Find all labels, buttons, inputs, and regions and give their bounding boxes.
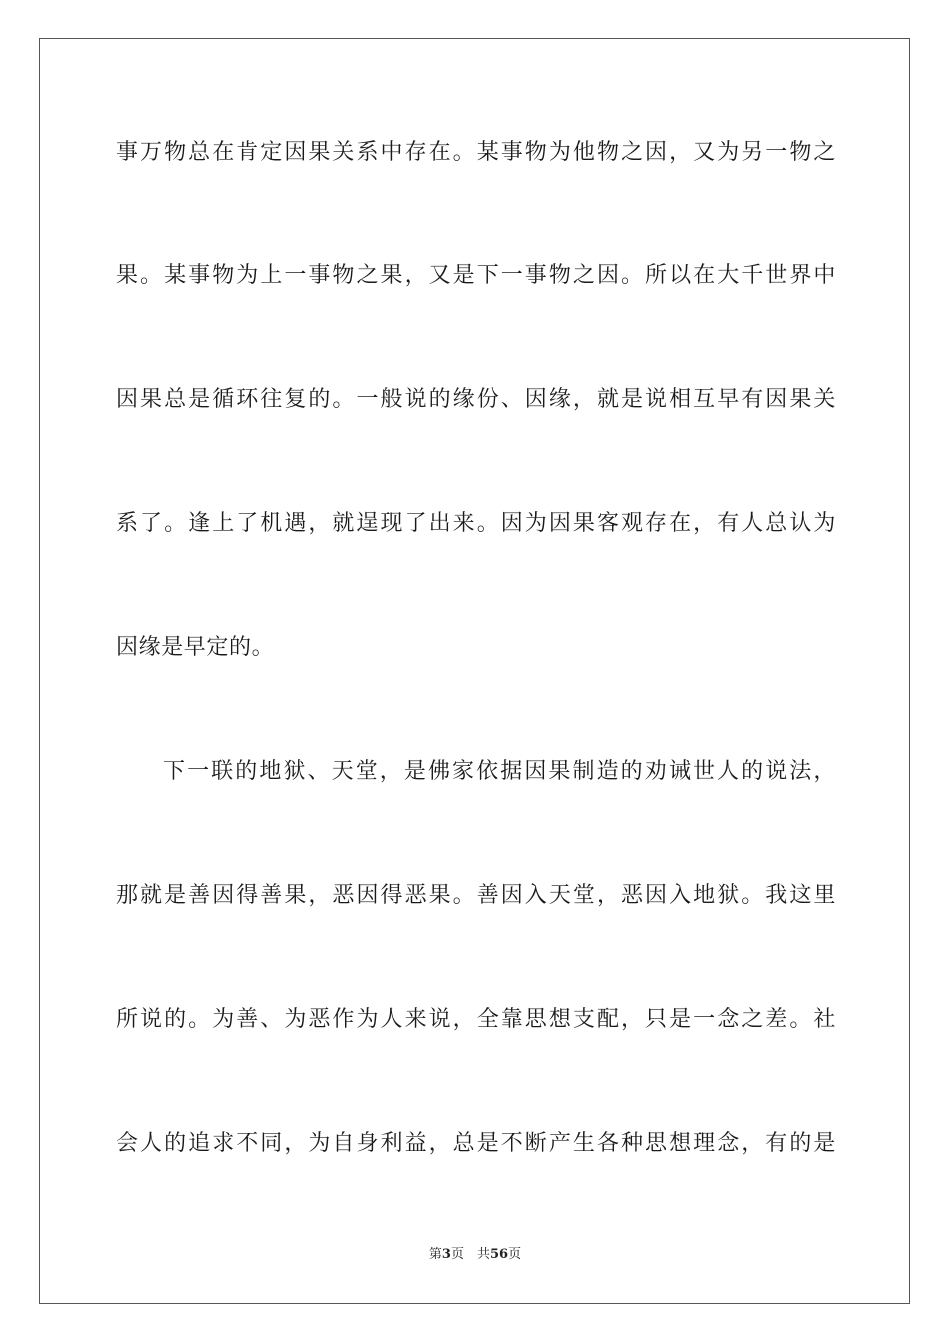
footer-suffix: 页 bbox=[508, 1247, 522, 1262]
current-page-number: 3 bbox=[441, 1247, 451, 1262]
body-text-line: 因缘是早定的。 bbox=[116, 635, 275, 660]
body-text-line: 果。某事物为上一事物之果，又是下一事物之因。所以在大千世界中 bbox=[116, 263, 836, 288]
body-text-line: 那就是善因得善果，恶因得恶果。善因入天堂，恶因入地狱。我这里 bbox=[116, 883, 836, 908]
body-text-line: 会人的追求不同，为自身利益，总是不断产生各种思想理念，有的是 bbox=[116, 1131, 836, 1156]
footer-middle: 页 共 bbox=[450, 1247, 490, 1262]
body-text-line: 因果总是循环往复的。一般说的缘份、因缘，就是说相互早有因果关 bbox=[116, 387, 836, 412]
footer-prefix: 第 bbox=[428, 1247, 442, 1262]
body-text-line: 系了。逢上了机遇，就逞现了出来。因为因果客观存在，有人总认为 bbox=[116, 511, 836, 536]
body-text-line: 事万物总在肯定因果关系中存在。某事物为他物之因，又为另一物之 bbox=[116, 140, 836, 165]
page-border bbox=[39, 38, 910, 1304]
page-number-footer bbox=[0, 1247, 950, 1263]
total-page-count: 56 bbox=[489, 1247, 509, 1262]
body-text-line: 所说的。为善、为恶作为人来说，全靠思想支配，只是一念之差。社 bbox=[116, 1007, 836, 1032]
paragraph-first-line: 下一联的地狱、天堂，是佛家依据因果制造的劝诫世人的说法， bbox=[163, 759, 836, 784]
